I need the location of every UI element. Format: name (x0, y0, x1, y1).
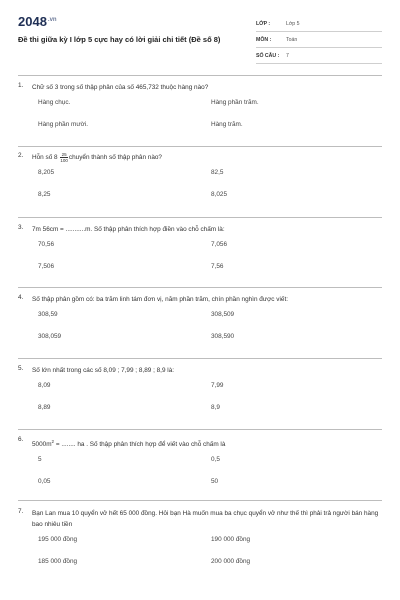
option-d[interactable]: 200 000 đồng (211, 558, 251, 565)
exam-meta (256, 16, 382, 64)
meta-row-subject (256, 32, 382, 48)
divider (18, 146, 382, 147)
question-text: Chữ số 3 trong số thập phân của số 465,732 thuộc hàng nào? (32, 84, 209, 91)
meta-value: Toán (286, 36, 298, 43)
option-a[interactable]: 308,59 (38, 311, 58, 318)
logo-suffix: .vn (47, 16, 57, 23)
question-number: 3. (18, 224, 24, 231)
site-logo[interactable]: $2048^{.vn}$ (18, 14, 57, 29)
option-a[interactable]: 70,56 (38, 241, 54, 248)
superscript: 2 (51, 439, 55, 444)
option-d[interactable]: 50 (211, 478, 219, 486)
option-c[interactable]: 8,89 (38, 404, 51, 411)
option-b[interactable]: Hàng phần trăm. (211, 99, 259, 106)
question-4 (18, 294, 382, 351)
question-number: 1. (18, 82, 24, 89)
option-d[interactable]: 308,590 (211, 333, 235, 340)
option-c[interactable]: Hàng phần mười. (38, 121, 89, 128)
question-text: Số lớn nhất trong các số 8,09 ; 7,99 ; 8,89 ; 8,9 là: (32, 367, 175, 374)
option-c[interactable]: 185 000 đồng (38, 558, 78, 565)
question-text: Hỗn số 8 $\frac{25}{100}$ chuyển thành số thập phân nào? (32, 152, 162, 163)
option-a[interactable]: 195 000 đồng (38, 536, 78, 543)
option-b[interactable]: 0,5 (211, 456, 220, 464)
option-b[interactable]: 7,99 (211, 382, 224, 389)
divider (18, 75, 382, 76)
option-c[interactable]: 0,05 (38, 478, 51, 486)
option-b[interactable]: 190 000 đồng (211, 536, 251, 543)
document-title: Đề thi giữa kỳ I lớp 5 cực hay có lời giải chi tiết (Đề số 8) (18, 35, 221, 44)
question-text: $5000m^2$ = ........ ha . Số thập phân thích hợp để viết vào chỗ chấm là (32, 439, 226, 449)
question-3 (18, 224, 382, 281)
meta-row-class (256, 16, 382, 32)
option-c[interactable]: 8,25 (38, 191, 51, 199)
option-b[interactable]: 7,056 (211, 241, 227, 248)
question-2 (18, 152, 382, 209)
option-b[interactable]: 308,509 (211, 311, 235, 318)
option-a[interactable]: Hàng chục. (38, 99, 71, 106)
answer-options (38, 241, 382, 281)
question-number: 7. (18, 508, 24, 515)
question-1 (18, 82, 382, 139)
option-a[interactable]: 8,205 (38, 169, 54, 177)
divider (18, 358, 382, 359)
fraction: $\frac{25}{100}$ (60, 152, 68, 163)
option-d[interactable]: 7,56 (211, 263, 224, 270)
divider (18, 429, 382, 430)
meta-value: 7 (286, 52, 289, 59)
meta-label: SỐ CÂU : (256, 52, 280, 59)
option-a[interactable]: 5 (38, 456, 42, 464)
question-number: 4. (18, 294, 24, 301)
option-d[interactable]: Hàng trăm. (211, 121, 243, 128)
question-number: 2. (18, 152, 24, 159)
answer-options (38, 99, 382, 139)
question-7 (18, 508, 382, 576)
divider (18, 287, 382, 288)
option-c[interactable]: 308,059 (38, 333, 62, 340)
question-number: 6. (18, 436, 24, 443)
question-text: Bạn Lan mua 10 quyển vở hết 65 000 đồng. Hỏi bạn Hà muốn mua ba chục quyển vở như thế thì phải trả người bán hàng bao nhiêu tiền (32, 510, 379, 528)
question-text: Số thập phân gồm có: ba trăm linh tám đơn vị, năm phần trăm, chín phần nghìn được viết: (32, 296, 288, 303)
divider (18, 500, 382, 501)
question-5 (18, 365, 382, 422)
divider (18, 217, 382, 218)
answer-options (38, 536, 382, 576)
answer-options (38, 382, 382, 422)
meta-label: LỚP : (256, 20, 271, 27)
option-b[interactable]: 82,5 (211, 169, 224, 177)
meta-label: MÔN : (256, 36, 272, 43)
question-text: 7m 56cm = ...........m. Số thập phân thích hợp điền vào chỗ chấm là: (32, 226, 225, 233)
answer-options (38, 456, 382, 496)
question-number: 5. (18, 365, 24, 372)
answer-options (38, 311, 382, 351)
meta-row-count (256, 48, 382, 64)
question-6 (18, 436, 382, 496)
option-c[interactable]: 7,506 (38, 263, 54, 270)
page-header (18, 14, 382, 70)
answer-options (38, 169, 382, 209)
option-a[interactable]: 8,09 (38, 382, 51, 389)
option-d[interactable]: 8,025 (211, 191, 227, 199)
option-d[interactable]: 8,9 (211, 404, 220, 411)
meta-value: Lớp 5 (286, 20, 300, 27)
